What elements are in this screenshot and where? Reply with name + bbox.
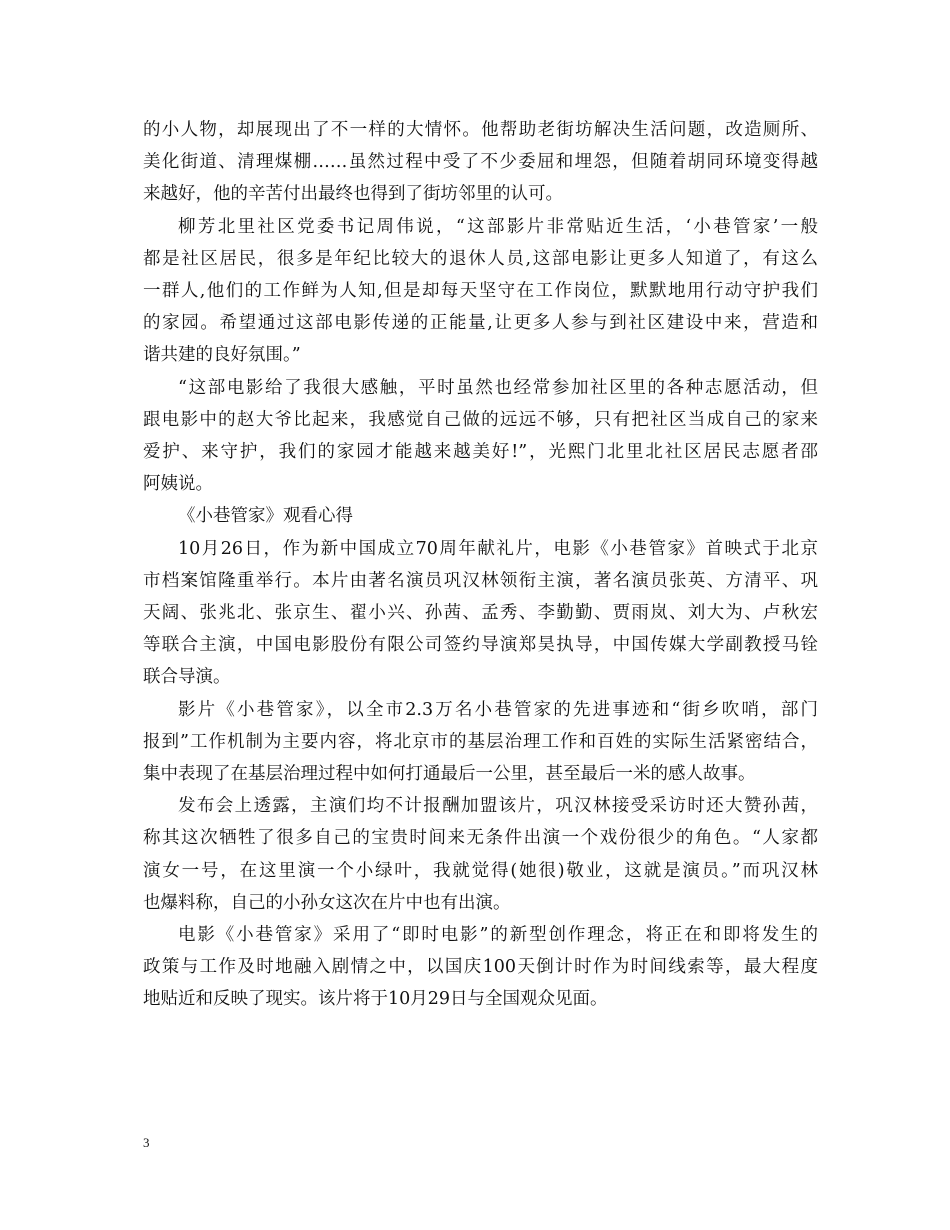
text-line: 影片《小巷管家》，以全市2.3万名小巷管家的先进事迹和“街乡吹哨，部门	[178, 699, 818, 720]
text-line: 天阔、张兆北、张京生、翟小兴、孙茜、孟秀、李勤勤、贾雨岚、刘大为、卢秋宏	[143, 603, 818, 624]
text-line: 发布会上透露，主演们均不计报酬加盟该片，巩汉林接受采访时还大赞孙茜，	[178, 796, 818, 817]
text-line: 谐共建的良好氛围。”	[143, 345, 301, 366]
text-line: 都是社区居民，很多是年纪比较大的退休人员,这部电影让更多人知道了，有这么	[143, 248, 818, 269]
paragraph	[143, 372, 818, 501]
text-line: 联合导演。	[143, 667, 231, 688]
text-line: 柳芳北里社区党委书记周伟说，“这部影片非常贴近生活，‘小巷管家’一般	[178, 216, 818, 237]
paragraph	[143, 500, 818, 532]
text-line: 跟电影中的赵大爷比起来，我感觉自己做的远远不够，只有把社区当成自己的家来	[143, 409, 818, 430]
text-line: 称其这次牺牲了很多自己的宝贵时间来无条件出演一个戏份很少的角色。“人家都	[143, 828, 818, 849]
text-line: 地贴近和反映了现实。该片将于10月29日与全国观众见面。	[143, 989, 608, 1010]
text-line: 《小巷管家》观看心得	[178, 506, 353, 527]
text-line: 报到”工作机制为主要内容，将北京市的基层治理工作和百姓的实际生活紧密结合，	[143, 731, 818, 752]
paragraph	[143, 211, 818, 372]
paragraph	[143, 533, 818, 694]
text-line: 政策与工作及时地融入剧情之中，以国庆100天倒计时作为时间线索等，最大程度	[143, 957, 818, 978]
text-line: “这部电影给了我很大感触，平时虽然也经常参加社区里的各种志愿活动，但	[178, 377, 818, 398]
paragraph	[143, 919, 818, 1016]
text-line: 也爆料称，自己的小孙女这次在片中也有出演。	[143, 892, 511, 913]
text-line: 爱护、来守护，我们的家园才能越来越美好!”，光熙门北里北社区居民志愿者邵	[143, 442, 818, 463]
paragraph	[143, 114, 818, 211]
text-line: 一群人,他们的工作鲜为人知,但是却每天坚守在工作岗位，默默地用行动守护我们	[143, 281, 818, 302]
document-body	[143, 114, 818, 1016]
text-line: 集中表现了在基层治理过程中如何打通最后一公里，甚至最后一米的感人故事。	[143, 764, 756, 785]
text-line: 等联合主演，中国电影股份有限公司签约导演郑昊执导，中国传媒大学副教授马铨	[143, 635, 818, 656]
text-line: 演女一号，在这里演一个小绿叶，我就觉得(她很)敬业，这就是演员。”而巩汉林	[143, 860, 818, 881]
page-number: 3	[143, 1135, 150, 1150]
text-line: 的家园。希望通过这部电影传递的正能量,让更多人参与到社区建设中来，营造和	[143, 313, 818, 334]
text-line: 10月26日，作为新中国成立70周年献礼片，电影《小巷管家》首映式于北京	[178, 538, 818, 559]
text-line: 电影《小巷管家》采用了“即时电影”的新型创作理念，将正在和即将发生的	[178, 925, 818, 946]
text-line: 市档案馆隆重举行。本片由著名演员巩汉林领衔主演，著名演员张英、方清平、巩	[143, 570, 818, 591]
text-line: 的小人物，却展现出了不一样的大情怀。他帮助老街坊解决生活问题，改造厕所、	[143, 120, 818, 140]
paragraph	[143, 694, 818, 791]
text-line: 来越好，他的辛苦付出最终也得到了街坊邻里的认可。	[143, 184, 563, 205]
text-line: 阿姨说。	[143, 474, 213, 495]
text-line: 美化街道、清理煤棚……虽然过程中受了不少委屈和埋怨，但随着胡同环境变得越	[143, 152, 818, 173]
paragraph	[143, 790, 818, 919]
